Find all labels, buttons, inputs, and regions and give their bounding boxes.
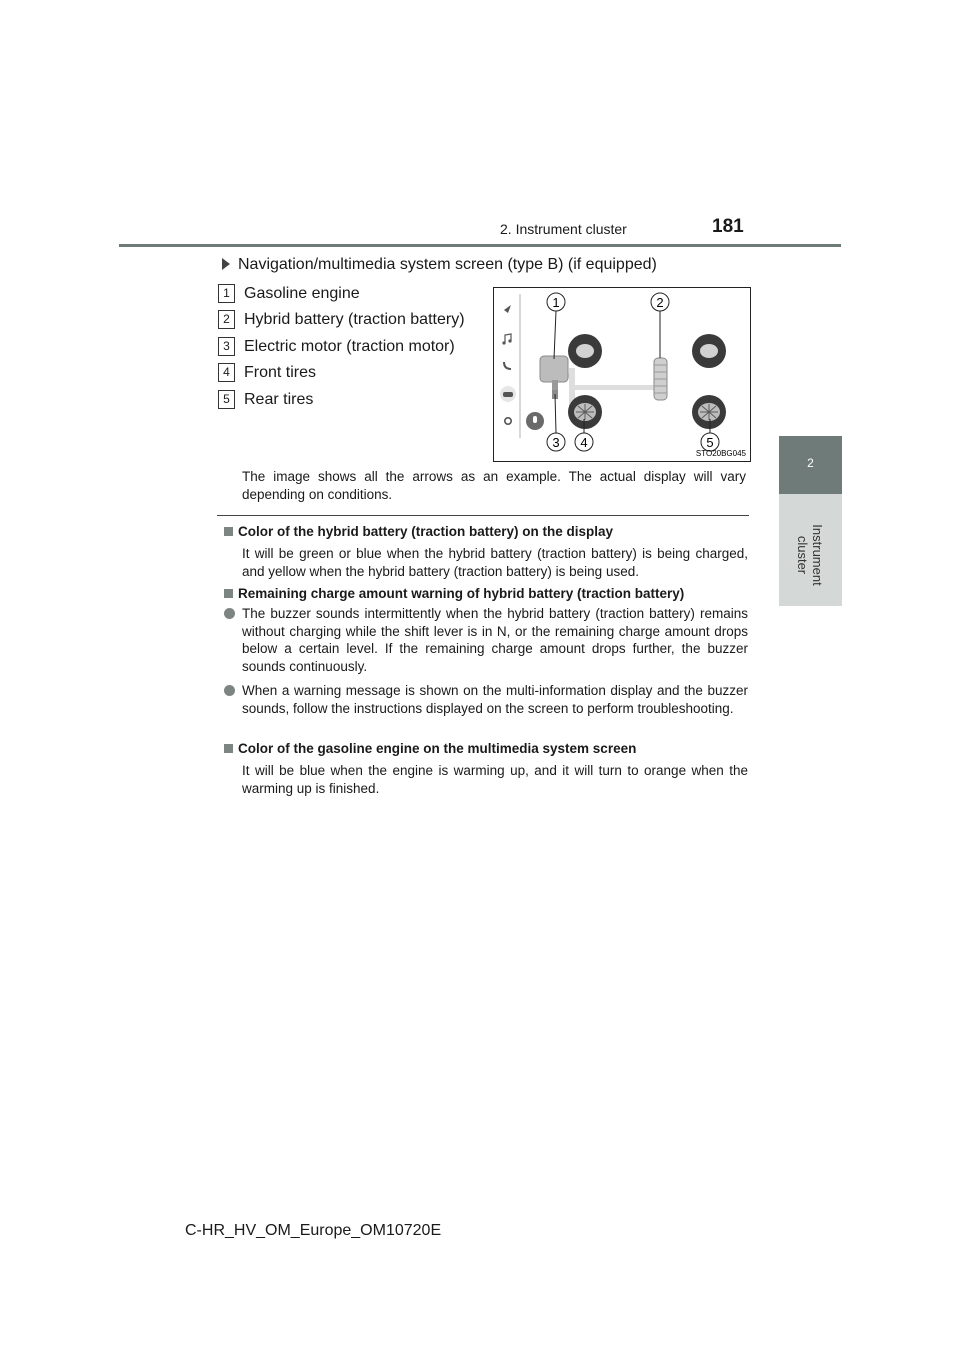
legend-item	[218, 337, 455, 357]
section-heading-text: Color of the gasoline engine on the multimedia system screen	[238, 741, 637, 756]
header-rule	[119, 244, 841, 247]
bullet-item	[224, 682, 748, 717]
navigation-arrow-icon	[504, 305, 511, 313]
legend-label: Electric motor (traction motor)	[244, 338, 455, 355]
running-header-section: 2. Instrument cluster	[500, 221, 627, 237]
car-icon	[500, 386, 516, 402]
energy-monitor-figure	[493, 287, 751, 462]
section-heading-text: Color of the hybrid battery (traction battery) on the display	[238, 524, 614, 539]
gear-icon	[505, 418, 511, 424]
rear-right-tire	[692, 395, 726, 429]
phone-icon	[504, 362, 511, 369]
section-rule	[217, 515, 749, 516]
section-paragraph: It will be blue when the engine is warming up, and it will turn to orange when the warming up is finished.	[242, 763, 748, 796]
svg-text:1: 1	[552, 295, 560, 310]
legend-item	[218, 390, 313, 410]
square-bullet-icon	[224, 527, 233, 536]
engine-graphic	[540, 356, 568, 392]
legend-number-badge: 1	[218, 284, 235, 303]
page-number: 181	[712, 216, 744, 237]
document-code-footer: C-HR_HV_OM_Europe_OM10720E	[185, 1222, 442, 1239]
callout-2	[651, 293, 669, 311]
chapter-tab-label: Instrument cluster	[795, 524, 825, 586]
legend-number-badge: 3	[218, 337, 235, 356]
chapter-tab-number: 2	[807, 456, 814, 470]
battery-graphic	[654, 358, 667, 400]
rear-left-tire	[692, 334, 726, 368]
legend-label: Front tires	[244, 364, 317, 381]
svg-text:3: 3	[552, 435, 560, 450]
section-heading	[224, 741, 636, 756]
callout-3	[547, 433, 565, 451]
callout-1	[547, 293, 565, 311]
round-bullet-icon	[224, 608, 235, 619]
legend-label: Gasoline engine	[244, 285, 360, 302]
triangle-bullet-icon	[222, 258, 230, 270]
section-heading	[224, 586, 684, 601]
energy-monitor-illustration	[494, 288, 750, 461]
legend-number-badge: 4	[218, 363, 235, 382]
figure-note: The image shows all the arrows as an example. The actual display will vary depending on conditions.	[242, 469, 746, 502]
bullet-text: The buzzer sounds intermittently when the hybrid battery (traction battery) remains without charging while the shift lever is in N, or the remaining charge amount drops below a certain level. If the remaining charge amount drops further, the buzzer sounds continuously.	[242, 606, 748, 674]
front-left-tire	[568, 334, 602, 368]
legend-item	[218, 284, 360, 304]
square-bullet-icon	[224, 744, 233, 753]
bullet-item	[224, 605, 748, 675]
microphone-icon	[526, 412, 544, 430]
legend-item	[218, 310, 465, 330]
square-bullet-icon	[224, 589, 233, 598]
svg-text:2: 2	[656, 295, 664, 310]
legend-item	[218, 363, 316, 383]
section-heading	[224, 524, 613, 539]
bullet-text: When a warning message is shown on the multi-information display and the buzzer sounds, follow the instructions displayed on the screen to perform troubleshooting.	[242, 683, 748, 716]
music-note-icon	[502, 334, 511, 345]
svg-text:5: 5	[706, 435, 714, 450]
legend-label: Hybrid battery (traction battery)	[244, 311, 465, 328]
section-paragraph: It will be green or blue when the hybrid battery (traction battery) is being charged, and yellow when the hybrid battery (traction battery) is being used.	[242, 546, 748, 579]
subsection-heading-text: Navigation/multimedia system screen (type B) (if equipped)	[238, 256, 657, 273]
legend-number-badge: 2	[218, 310, 235, 329]
round-bullet-icon	[224, 685, 235, 696]
figure-code: STO20BG045	[695, 449, 746, 458]
callout-4	[575, 433, 593, 451]
section-heading-text: Remaining charge amount warning of hybrid battery (traction battery)	[238, 586, 685, 601]
legend-label: Rear tires	[244, 391, 314, 408]
subsection-heading	[222, 256, 657, 274]
front-right-tire	[568, 395, 602, 429]
svg-text:4: 4	[580, 435, 588, 450]
legend-number-badge: 5	[218, 390, 235, 409]
